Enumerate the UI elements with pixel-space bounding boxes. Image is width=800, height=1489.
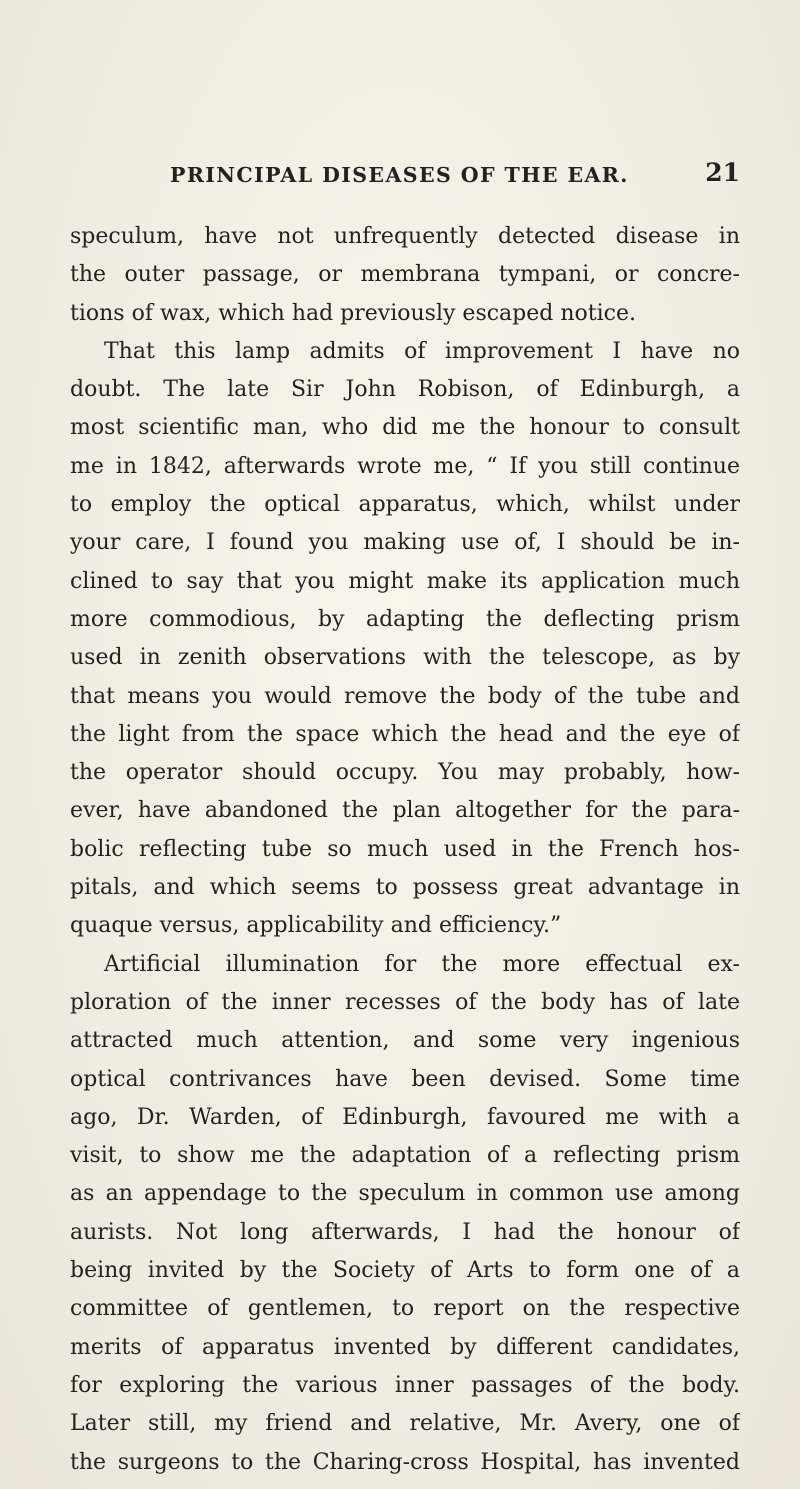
text-line: ever, have abandoned the plan altogether for the para- xyxy=(70,798,740,824)
paragraph-start-line: That this lamp admits of improvement I have no xyxy=(104,338,740,364)
page-header xyxy=(170,160,740,190)
text-line: me in 1842, afterwards wrote me, “ If you still continue xyxy=(70,453,740,479)
page-number: 21 xyxy=(705,158,740,187)
text-line: the light from the space which the head and the eye of xyxy=(70,721,740,747)
text-line: being invited by the Society of Arts to form one of a xyxy=(70,1258,740,1284)
text-line: speculum, have not unfrequently detected disease in xyxy=(70,224,740,249)
text-line: quaque versus, applicability and efficiency.” xyxy=(70,913,562,939)
text-line: ploration of the inner recesses of the body has of late xyxy=(70,989,740,1015)
text-line: the outer passage, or membrana tympani, or concre- xyxy=(70,262,740,288)
text-line: ago, Dr. Warden, of Edinburgh, favoured me with a xyxy=(70,1104,740,1130)
text-line: as an appendage to the speculum in common use among xyxy=(70,1181,740,1207)
text-line: visit, to show me the adaptation of a reflecting prism xyxy=(70,1143,740,1169)
text-line: to employ the optical apparatus, which, whilst under xyxy=(70,492,740,518)
text-line: doubt. The late Sir John Robison, of Edinburgh, a xyxy=(70,377,740,403)
running-head: PRINCIPAL DISEASES OF THE EAR. xyxy=(170,163,629,187)
text-line: that means you would remove the body of the tube and xyxy=(70,683,740,709)
text-line: tions of wax, which had previously escaped notice. xyxy=(70,300,636,326)
text-line: pitals, and which seems to possess great advantage in xyxy=(70,875,740,901)
text-line: merits of apparatus invented by different candidates, xyxy=(70,1334,740,1360)
text-line: bolic reflecting tube so much used in the French hos- xyxy=(70,836,740,862)
text-line: Later still, my friend and relative, Mr. Avery, one of xyxy=(70,1411,740,1437)
text-line: committee of gentlemen, to report on the respective xyxy=(70,1296,740,1322)
paragraph-start-line: Artificial illumination for the more effectual ex- xyxy=(104,951,740,977)
text-line: for exploring the various inner passages of the body. xyxy=(70,1372,740,1398)
text-line: most scientific man, who did me the honour to consult xyxy=(70,415,740,441)
text-line: optical contrivances have been devised. Some time xyxy=(70,1066,740,1092)
text-line: more commodious, by adapting the deflecting prism xyxy=(70,606,740,632)
text-line: attracted much attention, and some very ingenious xyxy=(70,1028,740,1054)
body-text xyxy=(70,218,740,1482)
text-line: aurists. Not long afterwards, I had the honour of xyxy=(70,1219,740,1245)
text-line: clined to say that you might make its application much xyxy=(70,568,740,594)
text-line: your care, I found you making use of, I should be in- xyxy=(70,530,740,556)
text-line: the surgeons to the Charing-cross Hospital, has invented xyxy=(70,1449,740,1475)
text-line: used in zenith observations with the telescope, as by xyxy=(70,645,740,671)
text-line: the operator should occupy. You may probably, how- xyxy=(70,760,740,786)
